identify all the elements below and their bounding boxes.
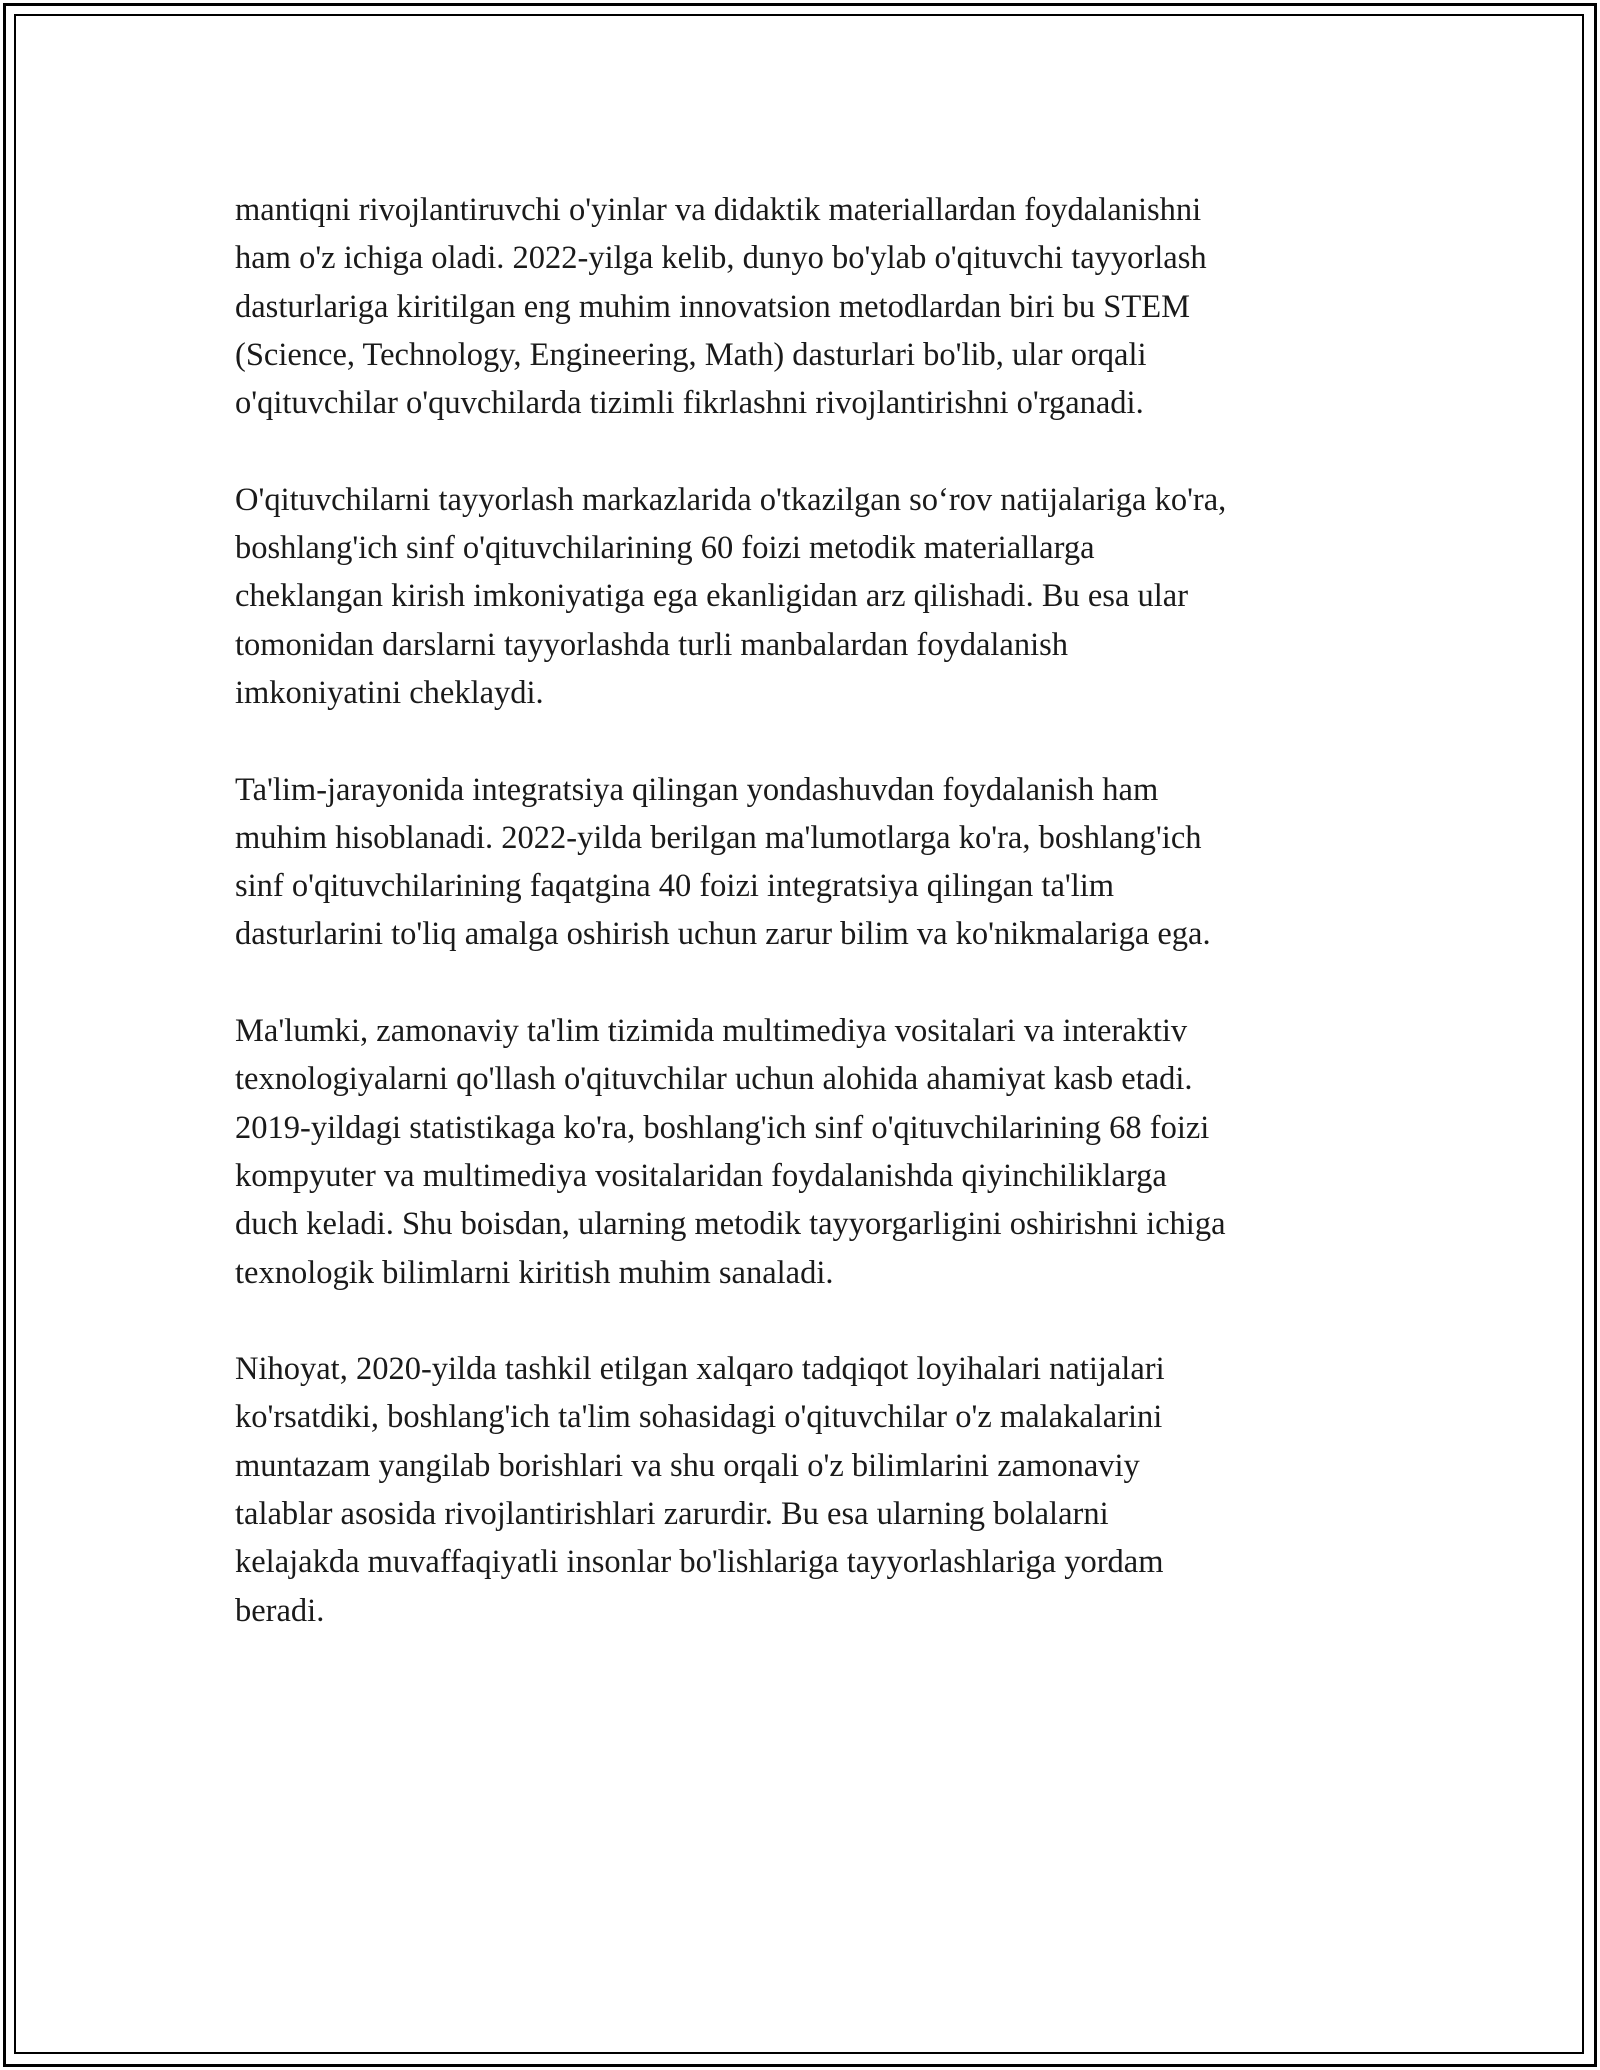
document-body	[235, 186, 1375, 1683]
text-line: talablar asosida rivojlantirishlari zarurdir. Bu esa ularning bolalarni	[235, 1496, 1109, 1533]
text-line: sinf o'qituvchilarining faqatgina 40 foizi integratsiya qilingan ta'lim	[235, 868, 1115, 905]
text-line: muntazam yangilab borishlari va shu orqali o'z bilimlarini zamonaviy	[235, 1447, 1140, 1484]
paragraph	[235, 1345, 1375, 1635]
text-line: cheklangan kirish imkoniyatiga ega ekanligidan arz qilishadi. Bu esa ular	[235, 578, 1189, 615]
text-line: ko'rsatdiki, boshlang'ich ta'lim sohasidagi o'qituvchilar o'z malakalarini	[235, 1399, 1163, 1436]
text-line: 2019-yildagi statistikaga ko'ra, boshlang'ich sinf o'qituvchilarining 68 foizi	[235, 1109, 1210, 1146]
text-line: beradi.	[235, 1592, 325, 1629]
text-line: muhim hisoblanadi. 2022-yilda berilgan ma'lumotlarga ko'ra, boshlang'ich	[235, 819, 1202, 856]
text-line: texnologik bilimlarni kiritish muhim sanaladi.	[235, 1254, 834, 1291]
text-line: O'qituvchilarni tayyorlash markazlarida o'tkazilgan so‘rov natijalariga ko'ra,	[235, 481, 1227, 518]
text-line: texnologiyalarni qo'llash o'qituvchilar uchun alohida ahamiyat kasb etadi.	[235, 1061, 1193, 1098]
text-line: duch keladi. Shu boisdan, ularning metodik tayyorgarligini oshirishni ichiga	[235, 1206, 1226, 1243]
text-line: imkoniyatini cheklaydi.	[235, 674, 544, 711]
text-line: ham o'z ichiga oladi. 2022-yilga kelib, dunyo bo'ylab o'qituvchi tayyorlash	[235, 240, 1207, 277]
text-line: Ta'lim-jarayonida integratsiya qilingan yondashuvdan foydalanish ham	[235, 771, 1159, 808]
text-line: Ma'lumki, zamonaviy ta'lim tizimida multimediya vositalari va interaktiv	[235, 1013, 1188, 1050]
text-line: tomonidan darslarni tayyorlashda turli manbalardan foydalanish	[235, 626, 1069, 663]
text-line: o'qituvchilar o'quvchilarda tizimli fikrlashni rivojlantirishni o'rganadi.	[235, 385, 1144, 422]
text-line: mantiqni rivojlantiruvchi o'yinlar va didaktik materiallardan foydalanishni	[235, 192, 1202, 228]
text-line: Nihoyat, 2020-yilda tashkil etilgan xalqaro tadqiqot loyihalari natijalari	[235, 1351, 1165, 1388]
text-line: dasturlariga kiritilgan eng muhim innovatsion metodlardan biri bu STEM	[235, 288, 1190, 325]
text-line: kelajakda muvaffaqiyatli insonlar bo'lishlariga tayyorlashlariga yordam	[235, 1544, 1164, 1581]
paragraph	[235, 186, 1375, 427]
text-line: boshlang'ich sinf o'qituvchilarining 60 foizi metodik materiallarga	[235, 530, 1095, 567]
paragraph	[235, 476, 1375, 717]
text-line: dasturlarini to'liq amalga oshirish uchun zarur bilim va ko'nikmalariga ega.	[235, 916, 1211, 953]
paragraph	[235, 1007, 1375, 1297]
text-line: kompyuter va multimediya vositalaridan foydalanishda qiyinchiliklarga	[235, 1157, 1167, 1194]
text-line: (Science, Technology, Engineering, Math) dasturlari bo'lib, ular orqali	[235, 336, 1147, 373]
paragraph	[235, 766, 1375, 959]
